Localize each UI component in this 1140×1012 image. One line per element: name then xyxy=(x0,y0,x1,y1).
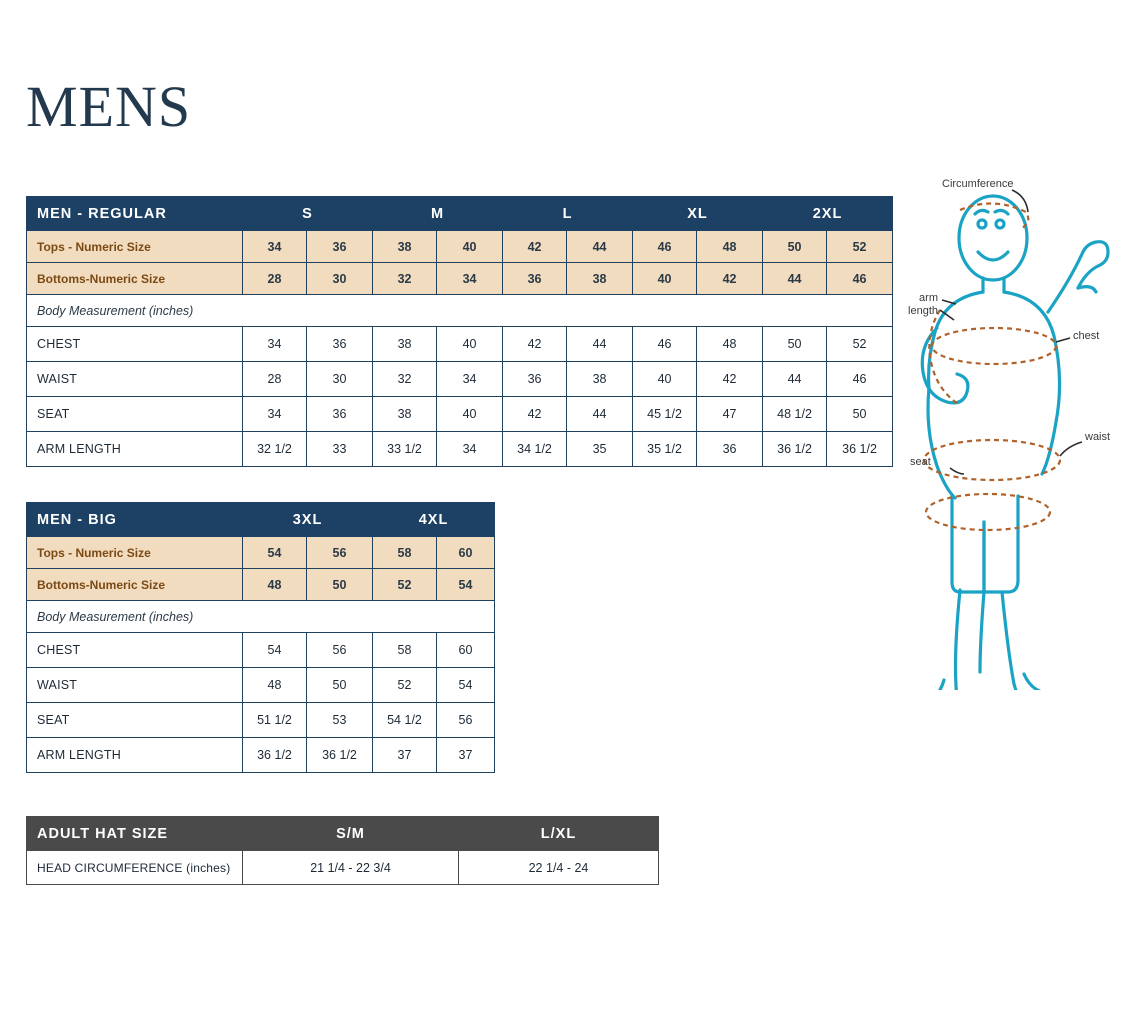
label-waist: waist xyxy=(1085,431,1111,443)
cell: 21 1/4 - 22 3/4 xyxy=(243,851,459,885)
cell: 42 xyxy=(697,362,763,397)
cell: 50 xyxy=(307,569,373,601)
table-row xyxy=(27,397,893,432)
cell: 38 xyxy=(373,397,437,432)
cell: 50 xyxy=(763,231,827,263)
page-title: MENS xyxy=(26,74,192,139)
section-label: Body Measurement (inches) xyxy=(27,295,893,327)
cell: 44 xyxy=(763,263,827,295)
section-row-body-measurement xyxy=(27,295,893,327)
cell: 33 xyxy=(307,432,373,467)
cell: 42 xyxy=(697,263,763,295)
cell: 58 xyxy=(373,537,437,569)
cell: 56 xyxy=(307,633,373,668)
size-group-4xl: 4XL xyxy=(373,503,495,537)
cell: 38 xyxy=(373,231,437,263)
cell: 48 xyxy=(697,231,763,263)
dashed-seat xyxy=(926,494,1050,530)
table-row xyxy=(27,263,893,295)
table-adult-hat-size xyxy=(26,816,659,885)
cell: 54 xyxy=(437,569,495,601)
cell: 36 xyxy=(503,362,567,397)
cell: 36 xyxy=(307,327,373,362)
size-group-l: L xyxy=(503,197,633,231)
cell: 34 1/2 xyxy=(503,432,567,467)
cell: 46 xyxy=(827,263,893,295)
section-row-body-measurement xyxy=(27,601,495,633)
cell: 48 xyxy=(697,327,763,362)
table-title-cell: MEN - REGULAR xyxy=(27,197,243,231)
row-label-waist: WAIST xyxy=(27,362,243,397)
cell: 47 xyxy=(697,397,763,432)
table-row xyxy=(27,569,495,601)
cell: 44 xyxy=(763,362,827,397)
table-row xyxy=(27,362,893,397)
table-row xyxy=(27,537,495,569)
cell: 56 xyxy=(307,537,373,569)
label-circumference: Circumference xyxy=(942,178,1014,190)
table-title-cell: MEN - BIG xyxy=(27,503,243,537)
cell: 40 xyxy=(633,263,697,295)
cell: 34 xyxy=(243,231,307,263)
size-group-xl: XL xyxy=(633,197,763,231)
leader-waist xyxy=(1060,442,1082,456)
cell: 34 xyxy=(243,327,307,362)
figure-illustration xyxy=(880,160,1130,690)
leader-circumference xyxy=(1012,190,1028,212)
table-row xyxy=(27,231,893,263)
table-row xyxy=(27,432,893,467)
cell: 38 xyxy=(567,362,633,397)
cell: 56 xyxy=(437,703,495,738)
cell: 30 xyxy=(307,362,373,397)
cell: 22 1/4 - 24 xyxy=(459,851,659,885)
cell: 52 xyxy=(827,327,893,362)
table-header-row xyxy=(27,817,659,851)
cell: 34 xyxy=(437,263,503,295)
cell: 40 xyxy=(437,327,503,362)
table-row xyxy=(27,327,893,362)
measurement-figure xyxy=(880,160,1130,690)
table-row xyxy=(27,633,495,668)
cell: 36 xyxy=(307,231,373,263)
size-group-m: M xyxy=(373,197,503,231)
cell: 37 xyxy=(437,738,495,773)
cell: 35 xyxy=(567,432,633,467)
table-row xyxy=(27,738,495,773)
row-label-chest: CHEST xyxy=(27,327,243,362)
cell: 44 xyxy=(567,397,633,432)
cell: 32 xyxy=(373,263,437,295)
cell: 60 xyxy=(437,633,495,668)
row-label-arm-length: ARM LENGTH xyxy=(27,432,243,467)
cell: 42 xyxy=(503,231,567,263)
cell: 40 xyxy=(437,231,503,263)
cell: 44 xyxy=(567,231,633,263)
cell: 32 1/2 xyxy=(243,432,307,467)
table-header-row xyxy=(27,503,495,537)
cell: 48 1/2 xyxy=(763,397,827,432)
cell: 46 xyxy=(633,327,697,362)
cell: 40 xyxy=(437,397,503,432)
cell: 38 xyxy=(567,263,633,295)
size-group-2xl: 2XL xyxy=(763,197,893,231)
cell: 54 xyxy=(243,537,307,569)
section-label: Body Measurement (inches) xyxy=(27,601,495,633)
row-label-bottoms: Bottoms-Numeric Size xyxy=(27,263,243,295)
cell: 54 xyxy=(243,633,307,668)
cell: 52 xyxy=(373,569,437,601)
cell: 52 xyxy=(827,231,893,263)
cell: 54 xyxy=(437,668,495,703)
cell: 50 xyxy=(827,397,893,432)
cell: 40 xyxy=(633,362,697,397)
size-group-sm: S/M xyxy=(243,817,459,851)
leader-chest xyxy=(1056,338,1070,342)
row-label-seat: SEAT xyxy=(27,397,243,432)
size-group-3xl: 3XL xyxy=(243,503,373,537)
cell: 36 1/2 xyxy=(827,432,893,467)
cell: 34 xyxy=(243,397,307,432)
row-label-waist: WAIST xyxy=(27,668,243,703)
table-row xyxy=(27,703,495,738)
row-label-tops: Tops - Numeric Size xyxy=(27,537,243,569)
cell: 46 xyxy=(827,362,893,397)
cell: 48 xyxy=(243,668,307,703)
cell: 45 1/2 xyxy=(633,397,697,432)
cell: 58 xyxy=(373,633,437,668)
table-title-cell: ADULT HAT SIZE xyxy=(27,817,243,851)
cell: 60 xyxy=(437,537,495,569)
cell: 36 1/2 xyxy=(307,738,373,773)
cell: 35 1/2 xyxy=(633,432,697,467)
cell: 37 xyxy=(373,738,437,773)
cell: 48 xyxy=(243,569,307,601)
cell: 42 xyxy=(503,327,567,362)
row-label-chest: CHEST xyxy=(27,633,243,668)
cell: 38 xyxy=(373,327,437,362)
cell: 34 xyxy=(437,432,503,467)
table-header-row xyxy=(27,197,893,231)
cell: 34 xyxy=(437,362,503,397)
table-men-regular xyxy=(26,196,893,467)
cell: 36 1/2 xyxy=(243,738,307,773)
leader-seat xyxy=(950,468,964,474)
cell: 36 1/2 xyxy=(763,432,827,467)
cell: 50 xyxy=(307,668,373,703)
cell: 30 xyxy=(307,263,373,295)
table-row xyxy=(27,668,495,703)
cell: 46 xyxy=(633,231,697,263)
cell: 53 xyxy=(307,703,373,738)
cell: 54 1/2 xyxy=(373,703,437,738)
cell: 52 xyxy=(373,668,437,703)
cell: 36 xyxy=(697,432,763,467)
cell: 28 xyxy=(243,263,307,295)
size-group-s: S xyxy=(243,197,373,231)
cell: 44 xyxy=(567,327,633,362)
cell: 50 xyxy=(763,327,827,362)
dashed-chest xyxy=(932,328,1056,364)
row-label-seat: SEAT xyxy=(27,703,243,738)
cell: 33 1/2 xyxy=(373,432,437,467)
table-row xyxy=(27,851,659,885)
label-chest: chest xyxy=(1073,330,1100,342)
cell: 36 xyxy=(307,397,373,432)
cell: 32 xyxy=(373,362,437,397)
cell: 28 xyxy=(243,362,307,397)
table-men-big xyxy=(26,502,495,773)
cell: 42 xyxy=(503,397,567,432)
size-group-lxl: L/XL xyxy=(459,817,659,851)
label-seat: seat xyxy=(910,456,931,468)
row-label-tops: Tops - Numeric Size xyxy=(27,231,243,263)
cell: 36 xyxy=(503,263,567,295)
row-label-arm-length: ARM LENGTH xyxy=(27,738,243,773)
cell: 51 1/2 xyxy=(243,703,307,738)
label-arm-length: arm length xyxy=(908,292,938,317)
dashed-waist xyxy=(924,440,1060,480)
row-label-head-circumference: HEAD CIRCUMFERENCE (inches) xyxy=(27,851,243,885)
row-label-bottoms: Bottoms-Numeric Size xyxy=(27,569,243,601)
